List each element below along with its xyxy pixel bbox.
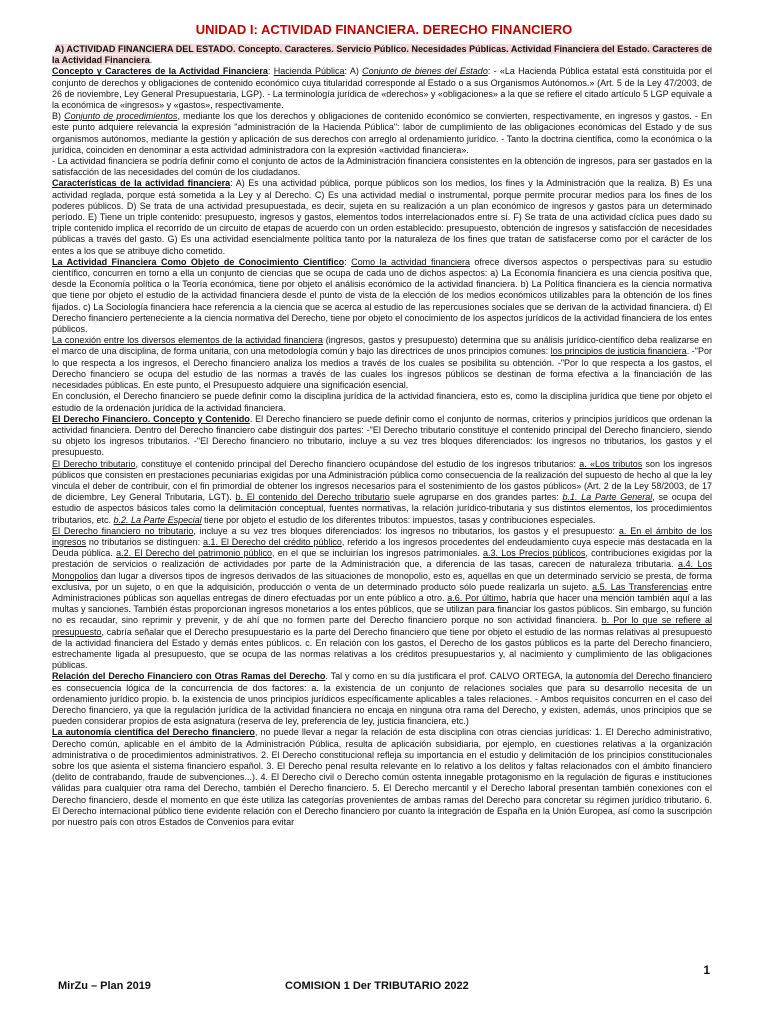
heading-relacion: Relación del Derecho Financiero con Otras Ramas del Derecho	[52, 671, 326, 682]
term-presupuesto: b. Por lo que se refiere al presupuesto	[52, 615, 712, 637]
heading-autonomia-cientifica: La autonomía científica del Derecho financiero	[52, 727, 255, 738]
text-conexion: (ingresos, gastos y presupuesto) determina que su análisis jurídico-científico deba realizarse en el marco de una disciplina, de forma unitaria, con una metodología común y bajo las directrices de unos principios comunes:	[52, 335, 712, 357]
heading-derecho-financiero: El Derecho Financiero. Concepto y Contenido	[52, 413, 250, 424]
text-monopolios: dan lugar a diversos tipos de ingresos derivados de las situaciones de monopolio, esto es, aquellas en que un determinado servicio se presta, de forma exclusiva, por un sujeto, o en que la adquisición, producción o venta de un determinado producto sólo puede realizarla un sujeto.	[52, 570, 712, 592]
heading-objeto-conocimiento: La Actividad Financiera Como Objeto de Conocimiento Científico	[52, 256, 345, 267]
text-definicion: - La actividad financiera se podría definir como el conjunto de actos de la Administración financiera consistentes en la obtención de ingresos, para ser gastados en la satisfacción de las necesidades del común de los ciudadanos.	[52, 156, 712, 178]
term-precios-publicos: a.3. Los Precios públicos	[483, 548, 586, 559]
page-number: 1	[703, 963, 710, 977]
paragraph-derecho-financiero	[52, 414, 712, 459]
document-body	[52, 44, 712, 954]
text-conclusion: En conclusión, el Derecho financiero se puede definir como la disciplina jurídica de la actividad financiera, esto es, como la disciplina jurídica que tiene por objeto el estudio de la ordenación jurídica de la actividad financiera.	[52, 391, 712, 413]
text-patrimonio-publico: , en el que se incluirían los ingresos patrimoniales.	[272, 548, 483, 559]
footer-course: COMISION 1 Der TRIBUTARIO 2022	[285, 980, 469, 992]
term-parte-general: b.1. La Parte General	[562, 492, 653, 503]
term-justicia-financiera: los principios de justicia financiera	[550, 346, 687, 357]
text-parte-especial: tiene por objeto el estudio de los diferentes tributos: impuestos, tasas y contribuciones especiales.	[201, 514, 596, 525]
heading-conexion: La conexión entre los diversos elementos de la actividad financiera	[52, 335, 323, 346]
section-a-title: A) ACTIVIDAD FINANCIERA DEL ESTADO. Concepto. Caracteres. Servicio Público. Necesidades Públicas. Actividad Financiera del Estado. Caracteres de la Actividad Financiera	[52, 44, 712, 66]
text-parte-general: , se ocupa del estudio de aspectos básicos tales como la delimitación conceptual, fuentes normativas, la relación jurídico-tributaria y sus distintos elementos, los procedimientos tributarios, etc.	[52, 492, 712, 525]
text-derecho-tributario: , constituye el contenido principal del Derecho financiero ocupándose del estudio de los ingresos tributarios:	[135, 458, 580, 469]
paragraph-no-tributario	[52, 526, 712, 672]
text-precios-publicos: , contribuciones exigidas por la prestación de servicios o realización de actividades por parte de la Administración que, a diferencia de las tasas, carecen de naturaleza tributaria.	[52, 548, 712, 570]
paragraph-conexion	[52, 335, 712, 391]
text-relacion: . Tal y como en su día justificara el prof. CALVO ORTEGA, la	[325, 671, 576, 682]
page-title: UNIDAD I: ACTIVIDAD FINANCIERA. DERECHO FINANCIERO	[195, 22, 573, 37]
text-credito-publico: , referido a los ingresos procedentes del endeudamiento cuya especie más destacada en la Deuda pública.	[52, 536, 712, 559]
section-a-heading: A) ACTIVIDAD FINANCIERA DEL ESTADO. Concepto. Caracteres. Servicio Público. Necesidades Públicas. Actividad Financiera del Estado. Caracteres de la Actividad Financiera.	[52, 44, 712, 66]
text-no-tributario: , incluye a su vez tres bloques diferenciados: los ingresos no tributarios, los gastos y el presupuesto:	[193, 525, 619, 536]
term-tributos: a. «Los tributos	[579, 458, 643, 469]
paragraph-conclusion	[52, 391, 712, 413]
text-tributos: son los ingresos públicos que consisten en prestaciones pecuniarias exigidas por una Administración pública como consecuencia de la realización del supuesto de hecho al que la ley vincula el deber de contribuir, con el fin primordial de obtener los ingresos necesarios para el sostenimiento de los gastos públicos» (Art. 2 de la Ley 58/2003, de 17 de diciembre, Ley General Tributaria, LGT).	[52, 458, 712, 503]
heading-concepto: Concepto y Caracteres de la Actividad Financiera	[52, 66, 268, 77]
text-procedimientos: , mediante los que los derechos y obligaciones de contenido económico se convierten, respectivamente, en ingresos y gastos. - En este punto adquiere relevancia la expresión "administración de la Hacienda Pública": labor de cumplimiento de las obligaciones económicas del Estado y de sus organismos autónomos, mediante la gestión y aplicación de sus derechos con arreglo al ordenamiento jurídico. - Tanto la doctrina científica, como la económica o la jurídica, coinciden en denominar a esta actividad administradora con la expresión «actividad financiera».	[52, 111, 712, 155]
text-presupuesto: , cabría señalar que el Derecho presupuestario es la parte del Derecho financiero que tiene por objeto el estudio de las normas relativas al presupuesto de la actividad financiera del Estado y demás entes públicos. c. En relación con los gastos, el Derecho de los gastos públicos es la parte del Derecho financiero, estrechamente ligada al presupuesto, que se ocupa de las normas relativas a los créditos presupuestarios y, al nacimiento y cumplimiento de las obligaciones públicas.	[52, 626, 712, 671]
paragraph-autonomia-cientifica	[52, 727, 712, 828]
term-parte-especial: b.2. La Parte Especial	[113, 514, 202, 525]
term-contenido-tributario: b. El contenido del Derecho tributario	[235, 492, 390, 503]
paragraph-definicion	[52, 156, 712, 178]
heading-caracteristicas: Características de la actividad financiera	[52, 178, 231, 189]
paragraph-caracteristicas	[52, 178, 712, 256]
term-patrimonio-publico: a.2. El Derecho del patrimonio público	[116, 548, 272, 559]
term-procedimientos: Conjunto de procedimientos	[64, 111, 178, 122]
paragraph-relacion	[52, 671, 712, 727]
term-monopolios: a.4. Los Monopolios	[52, 559, 712, 581]
text-objeto-conocimiento: ofrece diversos aspectos o perspectivas para su estudio científico, concurren en torno a ella un conjunto de ciencias que se ocupa de cada uno de dichos aspectos: a) La Economía financiera es una ciencia positiva que, desde la Economía política o la Teoría económica, tiene por objeto el análisis económico de la actividad financiera. b) La Política financiera es la ciencia normativa que tiene por objeto el estudio de la actividad financiera desde el punto de vista de la elección de los medios económicos utilizables para la obtención de los fines fijados. c) La Sociología financiera hace referencia a la ciencia que se acerca al estudio de las repercusiones sociales que se derivan de la actividad financiera. d) El Derecho financiero perteneciente a la ciencia normativa del Derecho, tiene por objeto el conocimiento de los aspectos jurídicos de la actividad financiera de los entes públicos.	[52, 256, 712, 335]
term-hacienda-publica: Hacienda Pública	[273, 66, 345, 77]
term-credito-publico: a.1. El Derecho del crédito público	[202, 536, 342, 547]
paragraph-procedimientos: B) Conjunto de procedimientos, mediante los que los derechos y obligaciones de contenido económico se convierten, respectivamente, en ingresos y gastos. - En este punto adquiere relevancia la expresión "administración de la Hacienda Pública": labor de cumplimiento de las obligaciones económicas del Estado y de sus organismos autónomos, mediante la gestión y aplicación de sus derechos con arreglo al ordenamiento jurídico. - Tanto la doctrina científica, como la económica o la jurídica, coinciden en denominar a esta actividad administradora con la expresión «actividad financiera».	[52, 111, 712, 155]
term-autonomia: autonomía del Derecho financiero	[575, 671, 712, 682]
text-ingresos: no tributarios se distinguen:	[86, 536, 203, 547]
footer-author: MirZu – Plan 2019	[58, 980, 151, 992]
heading-no-tributario: El Derecho financiero no tributario	[52, 525, 194, 536]
text-autonomia-cientifica: , no puede llevar a negar la relación de esta disciplina con otras ciencias jurídicas: 1. El Derecho administrativo, Derecho común, aplicable en el ámbito de la Administración Pública, resulta de aplicación subsidiaria, por ejemplo, en cuestiones relativas a la organización administrativa o de procedimientos administrativos. 2. El Derecho constitucional refleja su importancia en el estudio y delimitación de los principios constitucionales sobre los que asienta el sistema financiero español. 3. El Derecho penal resulta relevante en lo relativo a los delitos y faltas relacionados con el ámbito financiero (delito de contrabando, fraude de subvenciones...). 4. El Derecho civil o Derecho común ostenta innegable protagonismo en la regulación de figuras e instituciones válidas para cualquier otra rama del Derecho, también el Derecho financiero. 5. El Derecho mercantil y el Derecho laboral presentan también conexiones con el Derecho financiero, desde el momento en que éste utiliza las categorías provenientes de ambas ramas del Derecho para concretar su régimen jurídico tributario. 6. El Derecho internacional público tiene evidente relación con el Derecho financiero por cuanto la integración de España en la Unión Europea, así como la suscripción por nuestro país con otros Estados de Convenios para evitar	[52, 727, 712, 828]
term-transferencias: a.5. Las Transferencias	[592, 581, 688, 592]
text-multas: habría que hacer una mención también aquí a las multas y sanciones. También éstas proporcionan ingresos monetarios a los entes públicos, que se utilizan para financiar los gastos públicos. Sin embargo, su función no es recaudar, sino reprimir y prevenir, y de ahí que no formen parte del Derecho financiero porque no son actividad financiera.	[52, 592, 712, 626]
text-transferencias: entre Administraciones públicas son aquellas entregas de dinero efectuadas por un ente público a otro.	[52, 581, 712, 603]
term-por-ultimo: a.6. Por último,	[447, 592, 509, 603]
paragraph-objeto-conocimiento: La Actividad Financiera Como Objeto de Conocimiento Científico: Como la actividad financiera ofrece diversos aspectos o perspectivas para su estudio científico, concurren en torno a ella un conjunto de ciencias que se ocupa de cada uno de dichos aspectos: a) La Economía financiera es una ciencia positiva que, desde la Economía política o la Teoría económica, tiene por objeto el análisis económico de la actividad financiera. b) La Política financiera es la ciencia normativa que tiene por objeto el estudio de la actividad financiera desde el punto de vista de la elección de los medios económicos utilizables para la obtención de los fines fijados. c) La Sociología financiera hace referencia a la ciencia que se acerca al estudio de las repercusiones sociales que se derivan de la actividad financiera. d) El Derecho financiero perteneciente a la ciencia normativa del Derecho, tiene por objeto el conocimiento de los aspectos jurídicos de la actividad financiera de los entes públicos.	[52, 256, 712, 335]
text-concepto: : - «La Hacienda Pública estatal está constituida por el conjunto de derechos y obligaciones de contenido económico cuya titularidad corresponde al Estado o a sus Organismos Autónomos.» (Art. 5 de la Ley 47/2003, de 26 de noviembre, Ley General Presupuestaria, LGP). - La terminología jurídica de «derechos» y «obligaciones» a la que se refiere el citado artículo 5 LGP equivale a la económica de «ingresos» y «gastos», respectivamente.	[52, 66, 712, 111]
text-contenido-tributario: suele agruparse en dos grandes partes:	[389, 492, 563, 503]
text-derecho-financiero: . El Derecho financiero se puede definir como el conjunto de normas, criterios y principios jurídicos que ordenan la actividad financiera. Dentro del Derecho financiero cabe distinguir dos partes: -"El Derecho tributario constituye el contenido principal del Derecho financiero, siendo su objeto los ingresos tributarios. -"El Derecho financiero no tributario, incluye a su vez tres bloques diferenciados: los ingresos no tributarios, los gastos y el presupuesto.	[52, 413, 712, 458]
paragraph-derecho-tributario	[52, 459, 712, 526]
term-ingresos: a. En el ámbito de los ingresos	[52, 525, 712, 547]
text-autonomia: es consecuencia lógica de la concurrencia de dos factores: a. la existencia de un conjunto de relaciones sociales que para su desarrollo necesita de un ordenamiento jurídico propio. b. la existencia de unos principios jurídicos específicamente aplicables a tales relaciones. - Ambos requisitos concurren en el caso del Derecho financiero, ya que la regulación jurídica de la actividad financiera no encaja en ninguna otra rama del Derecho, y existen, además, unos principios que se pueden considerar propios de esta asignatura (reserva de ley, preferencia de ley, justicia financiera, etc.)	[52, 682, 712, 727]
term-actividad-financiera: Como la actividad financiera	[351, 256, 470, 267]
heading-derecho-tributario: El Derecho tributario	[52, 458, 136, 469]
text-conexion-2: . -"Por lo que respecta a los ingresos, el Derecho financiero analiza los medios a través de los cuales se posibilita su obtención. -"Por lo que respecta a los gastos, el Derecho financiero se ocupa del estudio de las normas a través de las cuales los ingresos públicos se destinan de forma efectiva a la financiación de las necesidades públicas. En este punto, el Presupuesto adquiere una significación esencial.	[52, 346, 712, 391]
paragraph-concepto: Concepto y Caracteres de la Actividad Financiera: Hacienda Pública: A) Conjunto de bienes del Estado: - «La Hacienda Pública estatal está constituida por el conjunto de derechos y obligaciones de contenido económico cuya titularidad corresponde al Estado o a sus Organismos Autónomos.» (Art. 5 de la Ley 47/2003, de 26 de noviembre, Ley General Presupuestaria, LGP). - La terminología jurídica de «derechos» y «obligaciones» a la que se refiere el citado artículo 5 LGP equivale a la económica de «ingresos» y «gastos», respectivamente.	[52, 66, 712, 111]
term-conjunto-bienes: Conjunto de bienes del Estado	[362, 66, 488, 77]
text-caracteristicas: : A) Es una actividad pública, porque públicos son los medios, los fines y la Administración que la realiza. B) Es una actividad reglada, porque está sometida a la Ley y al Derecho. C) Es una actividad medial o instrumental, porque permite procurar medios para los fines de los poderes públicos. D) Se trata de una actividad presupuestada, es decir, sujeta en su realización a un plan económico de ingresos y gastos para un determinado período. E) Tiene un triple contenido: presupuesto, ingresos y gastos, elementos todos interrelacionados entre sí. F) Se trata de una actividad cíclica pues dado su triple contenido implica el recorrido de un circuito de etapas de acuerdo con un orden establecido: presupuesto, obtención de ingresos y satisfacción de necesidades públicas a través del gasto. G) Es una actividad esencialmente política tanto por la naturaleza de los fines que tratan de satisfacerse como por el carácter de los entes a los que se atribuye dicho cometido.	[52, 178, 712, 256]
